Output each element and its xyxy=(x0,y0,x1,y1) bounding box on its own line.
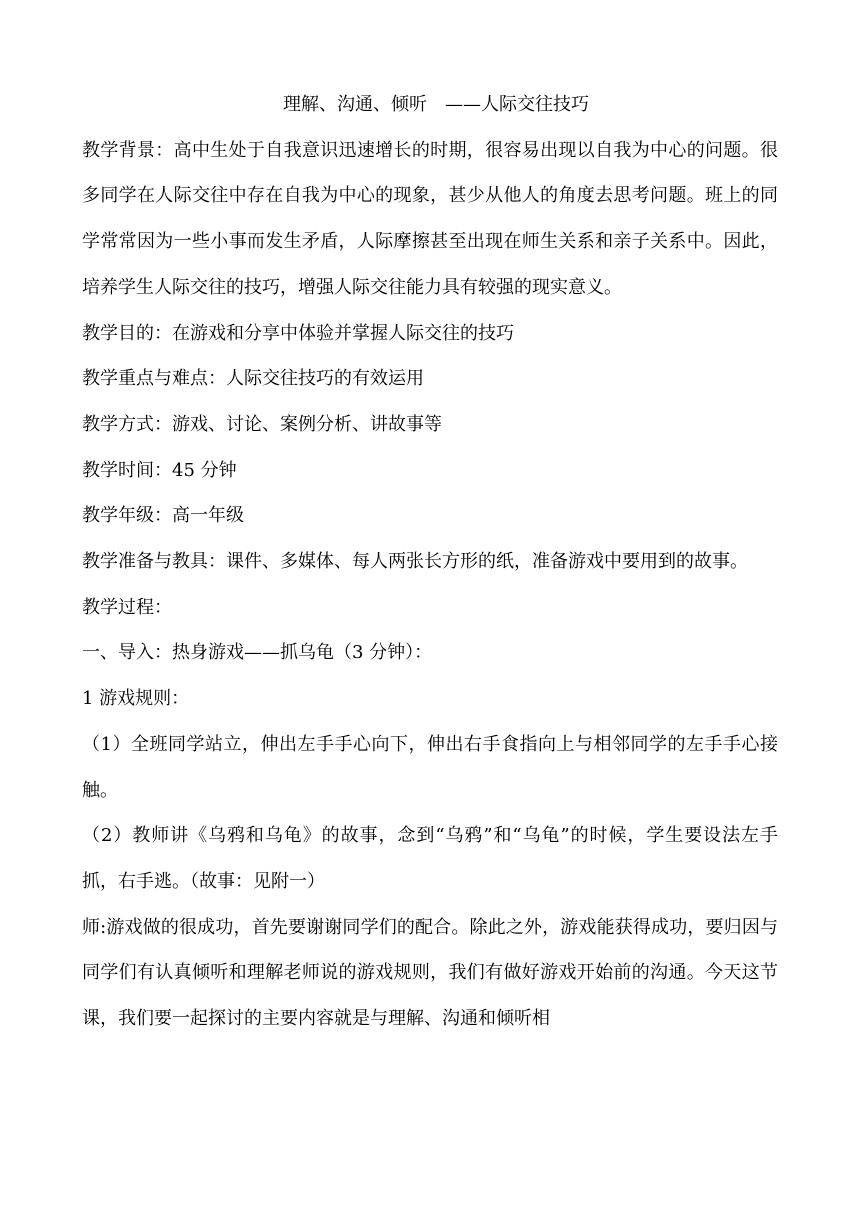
paragraph-background: 教学背景：高中生处于自我意识迅速增长的时期，很容易出现以自我为中心的问题。很多同学在人际交往中存在自我为中心的现象，甚少从他人的角度去思考问题。班上的同学常常因为一些小事而发生矛盾，人际摩擦甚至出现在师生关系和亲子关系中。因此，培养学生人际交往的技巧，增强人际交往能力具有较强的现实意义。 xyxy=(82,139,778,298)
paragraph-key-points: 教学重点与难点：人际交往技巧的有效运用 xyxy=(82,368,424,390)
paragraph-game-rules: 1 游戏规则： xyxy=(82,688,190,710)
paragraph-duration: 教学时间：45 分钟 xyxy=(82,459,237,481)
document-title: 理解、沟通、倾听 ——人际交往技巧 xyxy=(283,94,589,115)
paragraph-grade: 教学年级：高一年级 xyxy=(82,505,244,527)
paragraph-process-heading: 教学过程： xyxy=(82,596,172,618)
paragraph-section-one: 一、导入：热身游戏——抓乌龟（3 分钟）： xyxy=(82,642,433,664)
paragraph-objective: 教学目的：在游戏和分享中体验并掌握人际交往的技巧 xyxy=(82,322,514,344)
paragraph-rule-two: （2）教师讲《乌鸦和乌龟》的故事，念到“乌鸦”和“乌龟”的时候，学生要设法左手抓，右手逃。（故事：见附一） xyxy=(82,825,778,892)
paragraph-methods: 教学方式：游戏、讨论、案例分析、讲故事等 xyxy=(82,413,442,435)
paragraph-teacher-remarks: 师:游戏做的很成功，首先要谢谢同学们的配合。除此之外，游戏能获得成功，要归因与同学们有认真倾听和理解老师说的游戏规则，我们有做好游戏开始前的沟通。今天这节课，我们要一起探讨的主要内容就是与理解、沟通和倾听相 xyxy=(82,916,778,1030)
paragraph-rule-one: （1）全班同学站立，伸出左手手心向下，伸出右手食指向上与相邻同学的左手手心接触。 xyxy=(82,733,778,801)
paragraph-materials: 教学准备与教具：课件、多媒体、每人两张长方形的纸，准备游戏中要用到的故事。 xyxy=(82,551,748,573)
document-body xyxy=(82,82,778,1042)
